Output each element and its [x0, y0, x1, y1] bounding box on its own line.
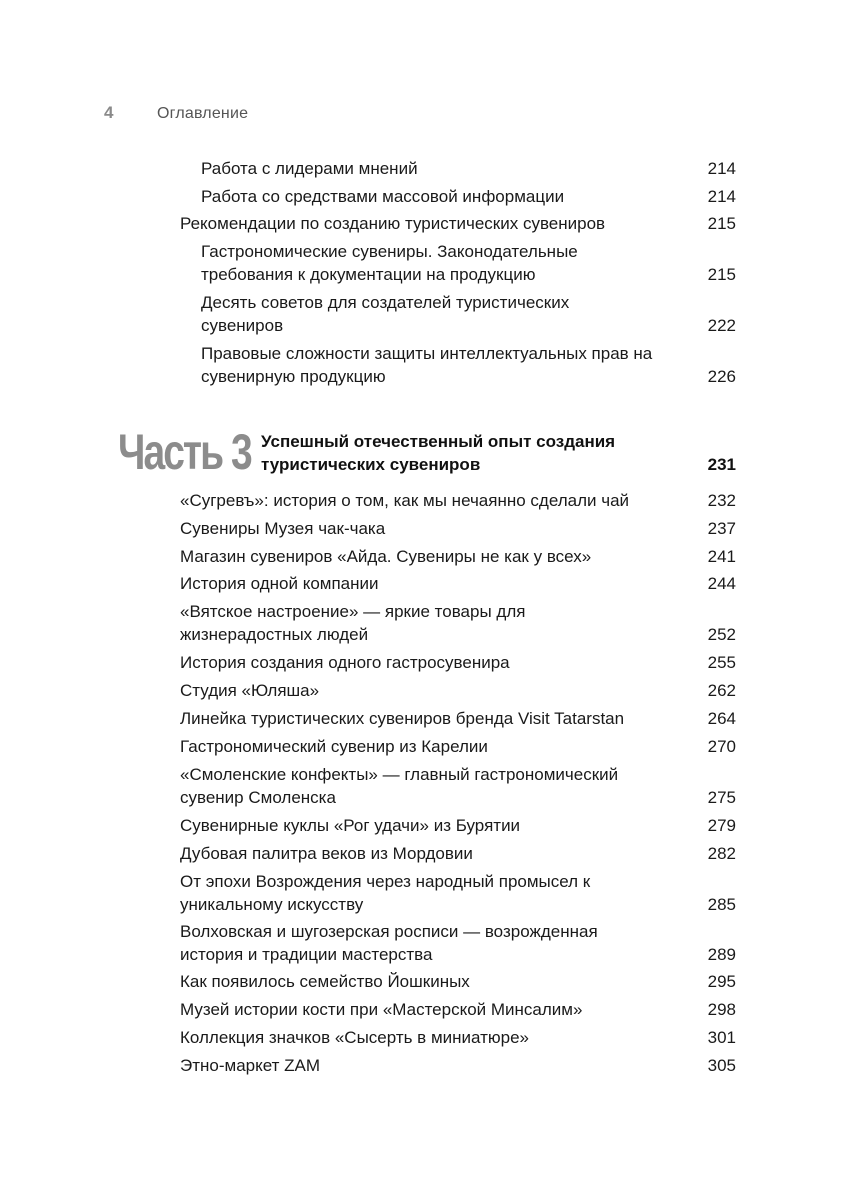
part-label: Часть 3 — [118, 424, 251, 480]
toc-entry — [180, 1026, 736, 1049]
toc-entry — [180, 842, 736, 865]
toc-entry — [201, 342, 736, 388]
toc-entry-title: История создания одного гастросувенира — [180, 653, 510, 672]
toc-entry-title: История одной компании — [180, 574, 379, 593]
part-heading — [261, 430, 736, 476]
toc-entry-page: 241 — [707, 547, 736, 566]
part-page: 231 — [707, 455, 736, 474]
toc-entry-title: Гастрономические сувениры. Законодательные требования к документации на продукцию — [201, 242, 578, 284]
toc-entry-title: Правовые сложности защиты интеллектуальных прав на сувенирную продукцию — [201, 344, 653, 386]
toc-entry-page: 282 — [707, 844, 736, 863]
toc-entry-title: Волховская и шугозерская росписи — возрожденная история и традиции мастерства — [180, 922, 598, 964]
toc-entry-page: 305 — [707, 1056, 736, 1075]
toc-entry-title: Музей истории кости при «Мастерской Минсалим» — [180, 1000, 583, 1019]
toc-entry — [180, 998, 736, 1021]
running-head: Оглавление — [157, 105, 249, 122]
toc-entry-title: Десять советов для создателей туристических сувениров — [201, 293, 570, 335]
toc-entry-title: Как появилось семейство Йошкиных — [180, 972, 470, 991]
toc-entry — [180, 763, 736, 809]
toc-entry-page: 279 — [707, 816, 736, 835]
toc-entry-page: 262 — [707, 681, 736, 700]
toc-entry-page: 244 — [707, 574, 736, 593]
toc-entry-title: Рекомендации по созданию туристических сувениров — [180, 214, 606, 233]
toc-entry-title: Сувенирные куклы «Рог удачи» из Бурятии — [180, 816, 521, 835]
toc-entry-title: Коллекция значков «Сысерть в миниатюре» — [180, 1028, 529, 1047]
toc-entry-page: 252 — [707, 625, 736, 644]
toc-entry — [180, 212, 736, 235]
toc-entry-page: 270 — [707, 737, 736, 756]
toc-entry-title: Этно-маркет ZAM — [180, 1056, 321, 1075]
toc-entry-page: 295 — [707, 972, 736, 991]
toc-entry-page: 215 — [707, 265, 736, 284]
toc-entry — [201, 185, 736, 208]
part-title: Успешный отечественный опыт создания туристических сувениров — [261, 432, 616, 474]
toc-entry-title: Линейка туристических сувениров бренда Visit Tatarstan — [180, 709, 625, 728]
toc-entry — [180, 545, 736, 568]
toc-entry-title: Гастрономический сувенир из Карелии — [180, 737, 488, 756]
toc-entry-title: Сувениры Музея чак-чака — [180, 519, 386, 538]
toc-entry-page: 214 — [707, 159, 736, 178]
toc-entry-page: 222 — [707, 316, 736, 335]
toc-entry-title: «Сугревъ»: история о том, как мы нечаянно сделали чай — [180, 491, 630, 510]
toc-entry-page: 237 — [707, 519, 736, 538]
page-number: 4 — [104, 103, 114, 122]
toc-entry-title: «Вятское настроение» — яркие товары для жизнерадостных людей — [180, 602, 526, 644]
toc-entry-page: 215 — [707, 214, 736, 233]
toc-entry — [180, 870, 736, 916]
toc-entry — [180, 1054, 736, 1077]
toc-entry-page: 285 — [707, 895, 736, 914]
toc-entry — [201, 157, 736, 180]
toc-entry-title: От эпохи Возрождения через народный промысел к уникальному искусству — [180, 872, 591, 914]
toc-entry-title: «Смоленские конфекты» — главный гастрономический сувенир Смоленска — [180, 765, 619, 807]
toc-entry-title: Магазин сувениров «Айда. Сувениры не как у всех» — [180, 547, 592, 566]
toc-entry — [201, 291, 736, 337]
toc-entry-page: 301 — [707, 1028, 736, 1047]
toc-entry-title: Дубовая палитра веков из Мордовии — [180, 844, 473, 863]
toc-entry-title: Работа с лидерами мнений — [201, 159, 418, 178]
toc-entry-page: 275 — [707, 788, 736, 807]
toc-entry-title: Работа со средствами массовой информации — [201, 187, 565, 206]
toc-entry — [180, 679, 736, 702]
toc-entry-page: 298 — [707, 1000, 736, 1019]
toc-entry-page: 214 — [707, 187, 736, 206]
toc-entry — [180, 814, 736, 837]
toc-entry — [180, 517, 736, 540]
toc-entry — [180, 707, 736, 730]
toc-entry — [180, 970, 736, 993]
toc-entry-page: 232 — [707, 491, 736, 510]
toc-entry — [180, 735, 736, 758]
toc-entry-title: Студия «Юляша» — [180, 681, 320, 700]
toc-entry-page: 289 — [707, 945, 736, 964]
toc-entry — [180, 600, 736, 646]
toc-entry — [180, 489, 736, 512]
toc-entry-page: 264 — [707, 709, 736, 728]
toc-entry — [180, 572, 736, 595]
toc-entry — [180, 651, 736, 674]
toc-entry-page: 226 — [707, 367, 736, 386]
toc-entry — [201, 240, 736, 286]
toc-entry-page: 255 — [707, 653, 736, 672]
toc-entry — [180, 920, 736, 966]
